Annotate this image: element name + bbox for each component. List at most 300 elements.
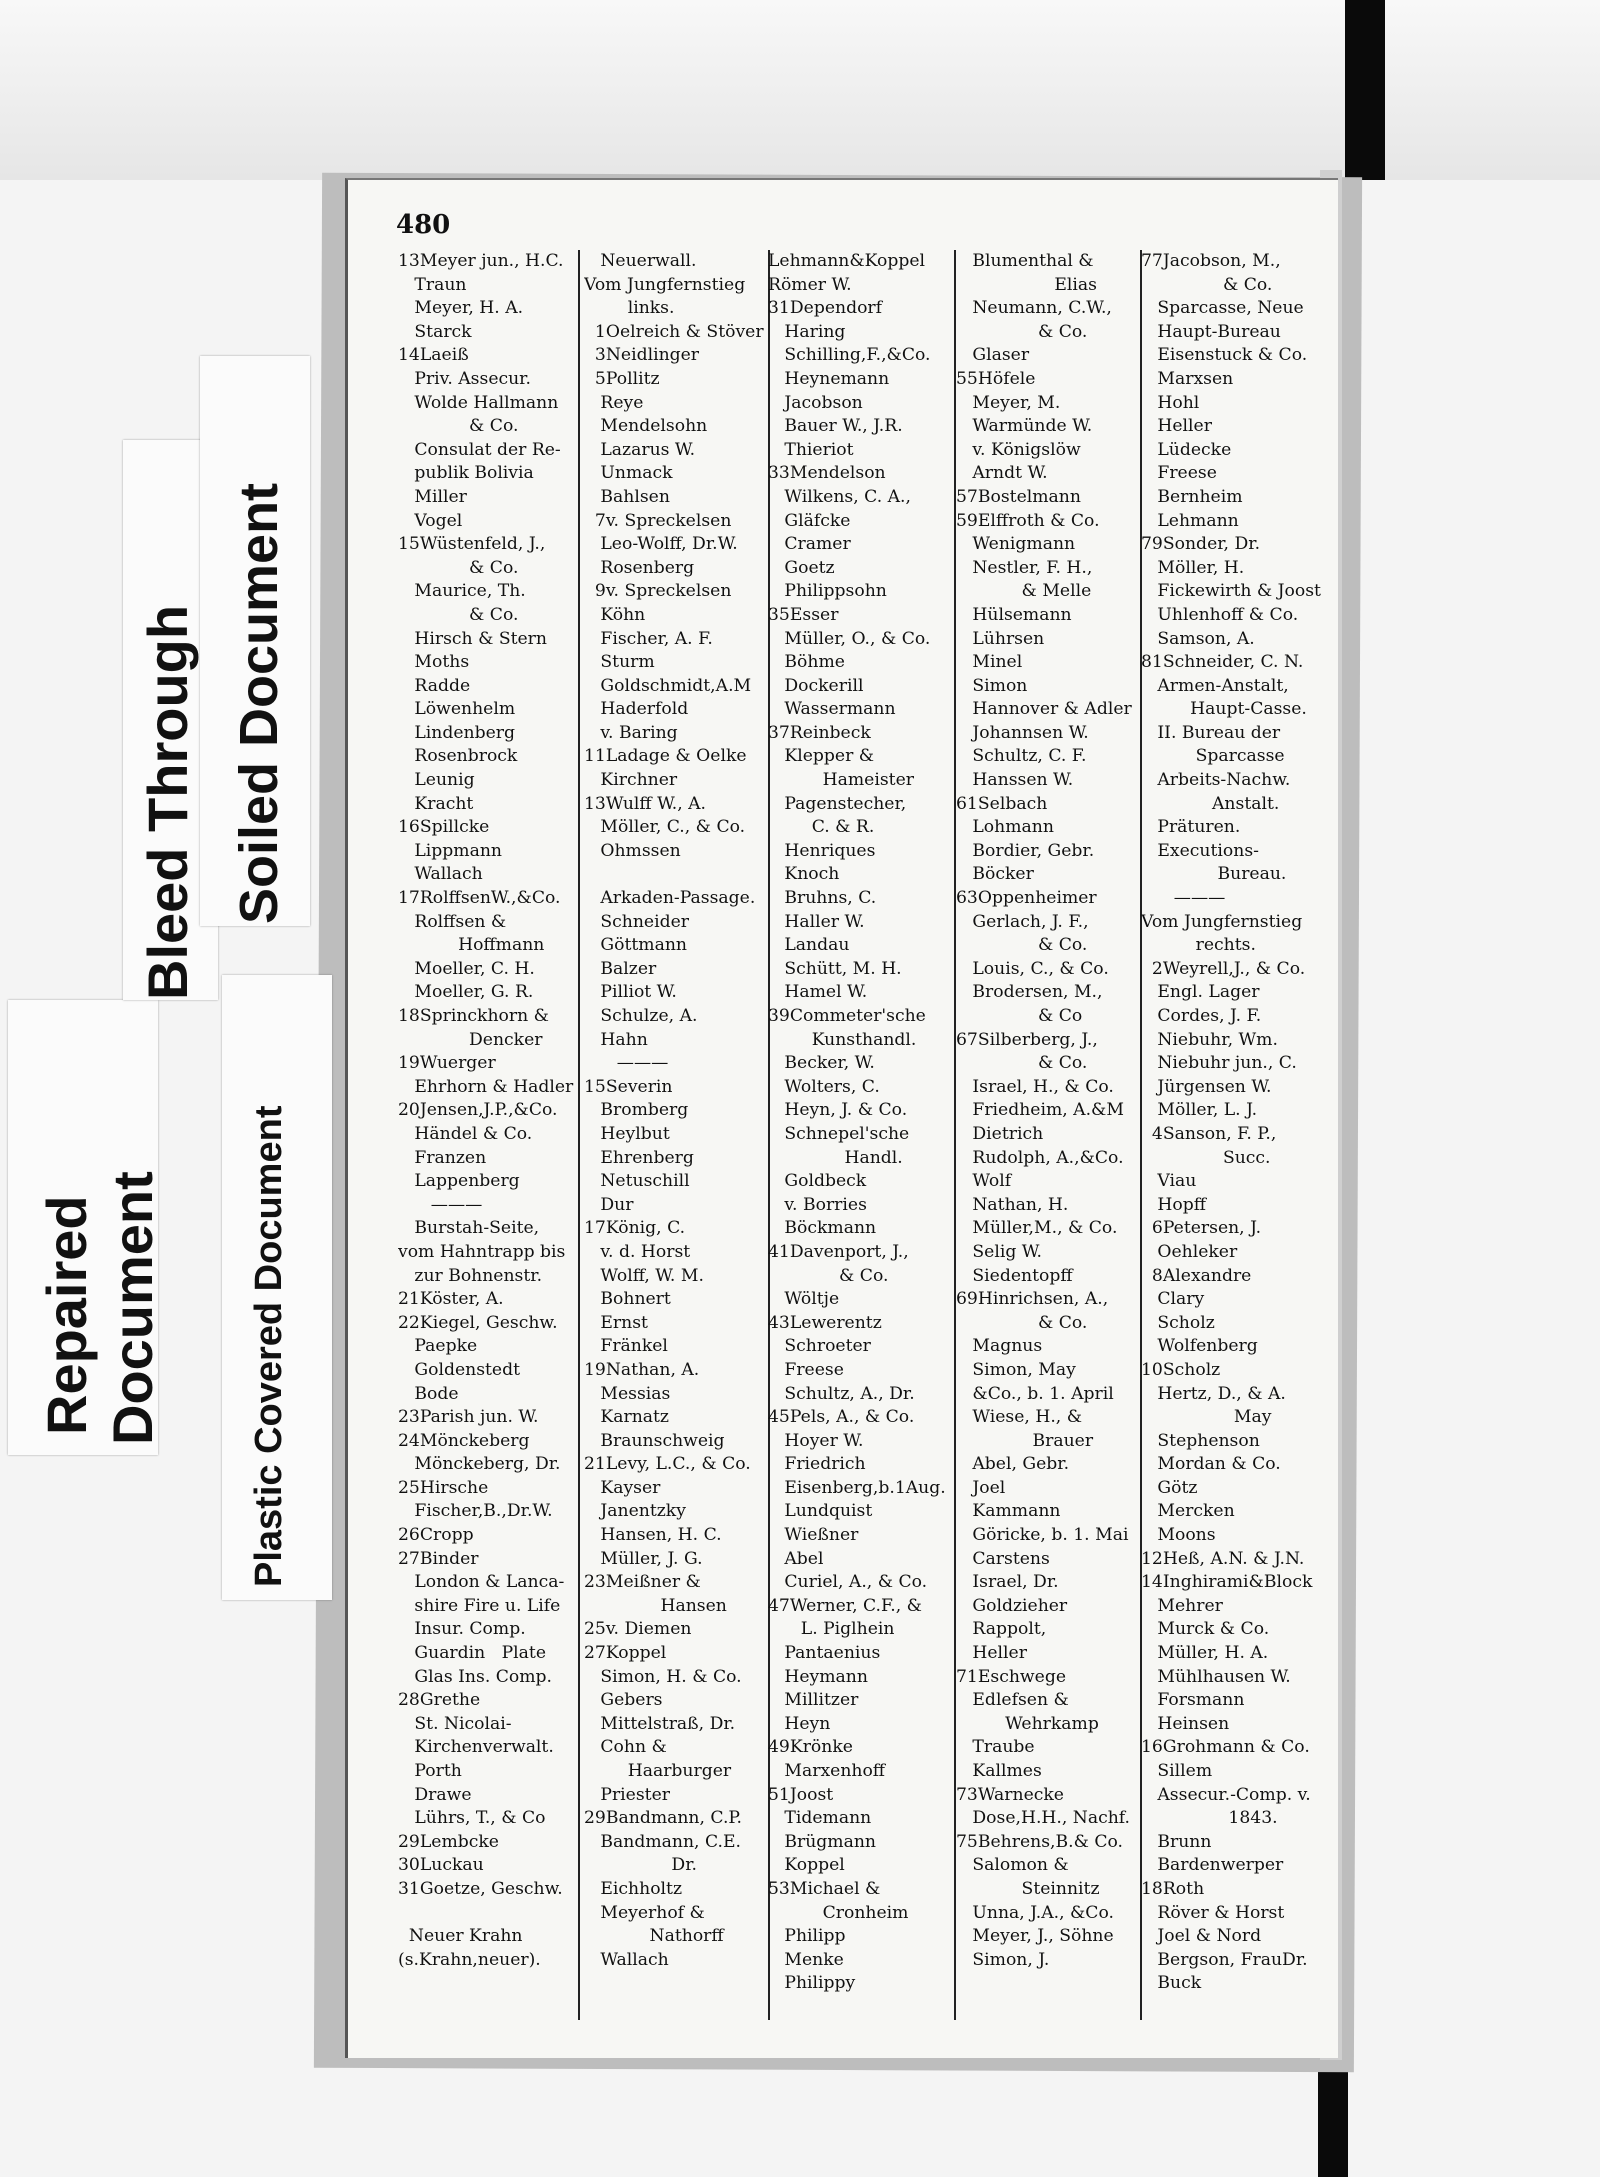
- directory-entry: Vogel: [398, 510, 463, 531]
- directory-entry: Executions-: [1141, 840, 1259, 861]
- directory-entry: Goldenstedt: [398, 1359, 521, 1380]
- directory-entry: Schulze, A.: [584, 1006, 698, 1026]
- directory-entry: Neumann, C.W.,: [956, 298, 1112, 319]
- directory-entry: Schultz, A., Dr.: [768, 1383, 915, 1404]
- label-bleed-through-text: Bleed Through: [136, 604, 199, 1000]
- directory-entry: Göttmann: [584, 935, 687, 956]
- directory-entry: Lehmann&Koppel: [768, 251, 926, 271]
- directory-entry: Ernst: [584, 1312, 648, 1333]
- directory-entry: 19Nathan, A.: [584, 1359, 700, 1380]
- directory-entry: Möller, H.: [1141, 557, 1245, 578]
- directory-entry: 69Hinrichsen, A.,: [956, 1289, 1109, 1310]
- directory-entry: 16Grohmann & Co.: [1141, 1737, 1310, 1758]
- directory-entry: Siedentopff: [956, 1265, 1073, 1286]
- directory-entry: Mordan & Co.: [1141, 1454, 1281, 1475]
- directory-entry: 41Davenport, J.,: [768, 1241, 909, 1262]
- directory-entry: Arndt W.: [956, 463, 1048, 484]
- directory-entry: Cohn &: [584, 1737, 667, 1758]
- directory-entry: Lindenberg: [398, 722, 516, 743]
- directory-entry: Rudolph, A.,&Co.: [956, 1147, 1124, 1168]
- column-2: [584, 250, 766, 1972]
- directory-entry: St. Nicolai-: [398, 1713, 512, 1734]
- directory-entry: Hohl: [1141, 392, 1200, 413]
- directory-entry: Schneider: [584, 911, 689, 932]
- directory-entry: Burstah-Seite,: [398, 1218, 540, 1239]
- directory-entry: zur Bohnenstr.: [398, 1265, 543, 1286]
- directory-entry: Lüdecke: [1141, 439, 1232, 460]
- directory-entry: Reye: [584, 392, 644, 413]
- directory-entry: Löwenhelm: [398, 699, 516, 720]
- directory-entry: Möller, C., & Co.: [584, 817, 746, 838]
- directory-entry: Lohmann: [956, 817, 1054, 838]
- directory-entry: Miller: [398, 486, 467, 507]
- directory-entry: Moths: [398, 652, 470, 673]
- directory-entry: Dencker: [398, 1029, 543, 1050]
- directory-entry: Curiel, A., & Co.: [768, 1572, 928, 1593]
- column-4: [956, 250, 1140, 1972]
- directory-entry: 73Warnecke: [956, 1784, 1064, 1805]
- directory-entry: Neuerwall.: [584, 251, 697, 271]
- directory-entry: 14Laeiß: [398, 345, 469, 366]
- directory-entry: Scholz: [1141, 1312, 1215, 1333]
- directory-entry: (s.Krahn,neuer).: [398, 1949, 541, 1970]
- directory-entry: 57Bostelmann: [956, 486, 1081, 507]
- directory-entry: Möller, L. J.: [1141, 1100, 1258, 1121]
- directory-entry: 51Joost: [768, 1784, 834, 1805]
- directory-entry: Brodersen, M.,: [956, 982, 1103, 1003]
- directory-entry: Bernheim: [1141, 486, 1243, 507]
- directory-entry: Wenigmann: [956, 534, 1076, 555]
- directory-entry: Salomon &: [956, 1855, 1069, 1876]
- directory-entry: Messias: [584, 1383, 671, 1404]
- directory-entry: Wilkens, C. A.,: [768, 486, 911, 507]
- directory-entry: Wöltje: [768, 1289, 840, 1310]
- directory-entry: Hülsemann: [956, 604, 1072, 625]
- directory-entry: Niebuhr jun., C.: [1141, 1053, 1297, 1074]
- directory-entry: Ehrenberg: [584, 1147, 694, 1168]
- directory-entry: Müller, O., & Co.: [768, 628, 931, 649]
- directory-entry: Brunn: [1141, 1831, 1212, 1852]
- directory-entry: 15Wüstenfeld, J.,: [398, 534, 546, 555]
- directory-entry: 53Michael &: [768, 1878, 881, 1899]
- directory-entry: Unna, J.A., &Co.: [956, 1902, 1114, 1923]
- directory-entry: Goldzieher: [956, 1595, 1068, 1616]
- directory-entry: Landau: [768, 935, 850, 956]
- directory-entry: Priester: [584, 1784, 670, 1805]
- directory-entry: Kallmes: [956, 1761, 1042, 1781]
- directory-entry: Brügmann: [768, 1831, 876, 1852]
- directory-entry: Abel, Gebr.: [956, 1454, 1070, 1475]
- directory-entry: 26Cropp: [398, 1525, 474, 1546]
- directory-entry: Böckmann: [768, 1218, 877, 1239]
- directory-entry: Goldschmidt,A.M: [584, 675, 752, 696]
- directory-entry: Wehrkamp: [956, 1713, 1099, 1734]
- directory-entry: Eisenberg,b.1Aug.: [768, 1477, 946, 1498]
- directory-entry: Bruhns, C.: [768, 888, 877, 909]
- directory-entry: Assecur.-Comp. v.: [1141, 1784, 1311, 1805]
- directory-entry: Sillem: [1141, 1761, 1213, 1781]
- directory-entry: Schultz, C. F.: [956, 746, 1087, 767]
- directory-entry: Haring: [768, 321, 846, 342]
- directory-entry: Ohmssen: [584, 840, 681, 861]
- directory-entry: 17König, C.: [584, 1218, 686, 1239]
- directory-entry: Bauer W., J.R.: [768, 416, 903, 437]
- directory-entry: Carstens: [956, 1548, 1050, 1569]
- directory-entry: ———: [584, 1053, 669, 1074]
- directory-entry: London & Lanca-: [398, 1572, 565, 1593]
- directory-entry: Heynemann: [768, 368, 890, 389]
- directory-entry: Hahn: [584, 1029, 648, 1050]
- directory-entry: Meyer, H. A.: [398, 298, 524, 319]
- directory-entry: Gläfcke: [768, 510, 851, 531]
- directory-entry: L. Piglhein: [768, 1619, 895, 1640]
- directory-entry: & Co.: [1141, 274, 1273, 295]
- directory-entry: 10Scholz: [1141, 1359, 1221, 1380]
- directory-entry: Vom Jungfernstieg: [1141, 911, 1303, 932]
- directory-entry: 77Jacobson, M.,: [1141, 251, 1281, 271]
- scanner-edge-top: [1345, 0, 1385, 180]
- directory-entry: 5Pollitz: [584, 368, 660, 389]
- directory-entry: Hopff: [1141, 1194, 1206, 1215]
- directory-entry: Jürgensen W.: [1141, 1076, 1272, 1097]
- directory-entry: Böhme: [768, 652, 845, 673]
- label-soiled-document: [200, 356, 310, 926]
- directory-entry: Philippsohn: [768, 581, 887, 602]
- directory-entry: Gerlach, J. F.,: [956, 911, 1089, 932]
- directory-entry: Israel, H., & Co.: [956, 1076, 1114, 1097]
- directory-entry: Cronheim: [768, 1902, 909, 1923]
- directory-entry: Porth: [398, 1761, 462, 1781]
- directory-entry: 25v. Diemen: [584, 1619, 692, 1640]
- directory-entry: Meyer, M.: [956, 392, 1061, 413]
- directory-entry: Nathorff: [584, 1926, 724, 1947]
- directory-entry: 75Behrens,B.& Co.: [956, 1831, 1123, 1852]
- directory-entry: Simon: [956, 675, 1028, 696]
- directory-entry: Rappolt,: [956, 1619, 1047, 1640]
- directory-entry: 31Dependorf: [768, 298, 882, 319]
- directory-entry: Heller: [956, 1643, 1027, 1664]
- directory-entry: Murck & Co.: [1141, 1619, 1270, 1640]
- directory-entry: vom Hahntrapp bis: [398, 1241, 566, 1262]
- directory-entry: Freese: [1141, 463, 1217, 484]
- directory-entry: Sparcasse: [1141, 746, 1285, 767]
- directory-entry: Mehrer: [1141, 1595, 1223, 1616]
- directory-entry: Heller: [1141, 416, 1212, 437]
- directory-entry: 18Roth: [1141, 1878, 1205, 1899]
- directory-entry: Traube: [956, 1737, 1035, 1758]
- directory-entry: Fischer, A. F.: [584, 628, 713, 649]
- directory-entry: Priv. Assecur.: [398, 368, 531, 389]
- directory-entry: Forsmann: [1141, 1690, 1245, 1711]
- directory-entry: & Co.: [398, 557, 519, 578]
- directory-entry: Bahlsen: [584, 486, 670, 507]
- directory-entry: 13Meyer jun., H.C.: [398, 251, 564, 271]
- directory-entry: Sparcasse, Neue: [1141, 298, 1304, 319]
- directory-entry: Meyerhof &: [584, 1902, 705, 1923]
- directory-entry: Kayser: [584, 1477, 661, 1498]
- directory-entry: ———: [398, 1194, 483, 1215]
- directory-entry: Haderfold: [584, 699, 689, 720]
- directory-entry: May: [1141, 1407, 1272, 1428]
- directory-entry: Präturen.: [1141, 817, 1241, 838]
- directory-entry: 8Alexandre: [1141, 1265, 1252, 1286]
- directory-entry: 79Sonder, Dr.: [1141, 534, 1261, 555]
- directory-entry: Leo-Wolff, Dr.W.: [584, 534, 738, 555]
- directory-entry: 27Koppel: [584, 1643, 667, 1664]
- directory-entry: 14Inghirami&Block: [1141, 1572, 1313, 1593]
- directory-entry: Haupt-Casse.: [1141, 699, 1307, 720]
- directory-entry: 27Binder: [398, 1548, 479, 1569]
- directory-entry: Bardenwerper: [1141, 1855, 1284, 1876]
- directory-entry: 22Kiegel, Geschw.: [398, 1312, 558, 1333]
- directory-entry: Göricke, b. 1. Mai: [956, 1525, 1129, 1546]
- directory-entry: Wolfenberg: [1141, 1336, 1258, 1357]
- directory-entry: Pantaenius: [768, 1643, 881, 1664]
- directory-entry: 21Köster, A.: [398, 1289, 504, 1310]
- directory-entry: Brauer: [956, 1430, 1094, 1451]
- directory-entry: Moons: [1141, 1525, 1216, 1546]
- directory-entry: &Co., b. 1. April: [956, 1383, 1114, 1404]
- directory-entry: Römer W.: [768, 274, 852, 295]
- directory-entry: 25Hirsche: [398, 1477, 489, 1498]
- directory-entry: Insur. Comp.: [398, 1619, 526, 1640]
- directory-entry: 43Lewerentz: [768, 1312, 882, 1333]
- directory-entry: Meyer, J., Söhne: [956, 1926, 1114, 1947]
- directory-entry: Bandmann, C.E.: [584, 1831, 741, 1852]
- directory-entry: Rolffsen &: [398, 911, 507, 932]
- directory-entry: Bordier, Gebr.: [956, 840, 1095, 861]
- directory-entry: Lazarus W.: [584, 439, 696, 460]
- directory-entry: publik Bolivia: [398, 463, 534, 484]
- directory-entry: Sturm: [584, 652, 655, 673]
- directory-entry: 30Luckau: [398, 1855, 484, 1876]
- directory-entry: Lippmann: [398, 840, 502, 861]
- directory-entry: Mercken: [1141, 1501, 1235, 1522]
- directory-entry: 24Mönckeberg: [398, 1430, 530, 1451]
- directory-entry: Hansen: [584, 1595, 727, 1616]
- directory-entry: Goetz: [768, 557, 835, 578]
- scanner-edge-bottom: [1318, 2065, 1348, 2177]
- directory-entry: Buck: [1141, 1973, 1202, 1994]
- directory-entry: Heymann: [768, 1666, 868, 1687]
- directory-entry: Heylbut: [584, 1123, 670, 1144]
- directory-entry: Wolde Hallmann: [398, 392, 559, 413]
- directory-entry: 33Mendelson: [768, 463, 886, 484]
- directory-entry: Armen-Anstalt,: [1141, 675, 1289, 696]
- directory-entry: Joel & Nord: [1141, 1926, 1262, 1947]
- directory-entry: Franzen: [398, 1147, 487, 1168]
- directory-entry: Hoffmann: [398, 935, 545, 956]
- directory-entry: [398, 1902, 576, 1926]
- directory-entry: Anstalt.: [1141, 793, 1280, 814]
- directory-entry: Marxenhoff: [768, 1761, 886, 1781]
- directory-entry: Eisenstuck & Co.: [1141, 345, 1308, 366]
- directory-entry: Fischer,B.,Dr.W.: [398, 1501, 553, 1522]
- directory-entry: Joel: [956, 1477, 1006, 1498]
- directory-entry: Netuschill: [584, 1171, 690, 1192]
- directory-entry: 61Selbach: [956, 793, 1048, 814]
- directory-entry: Millitzer: [768, 1690, 859, 1711]
- directory-entry: Kirchner: [584, 770, 678, 791]
- directory-entry: Clary: [1141, 1289, 1205, 1310]
- directory-entry: Stephenson: [1141, 1430, 1260, 1451]
- directory-entry: 28Grethe: [398, 1690, 481, 1711]
- directory-entry: 20Jensen,J.P.,&Co.: [398, 1100, 558, 1121]
- directory-entry: Müller, H. A.: [1141, 1643, 1269, 1664]
- directory-entry: Karnatz: [584, 1407, 669, 1428]
- directory-entry: Vom Jungfernstieg: [584, 274, 746, 295]
- label-repaired-line-1: Repaired: [35, 1195, 98, 1435]
- directory-entry: Nathan, H.: [956, 1194, 1069, 1215]
- directory-entry: Böcker: [956, 864, 1034, 885]
- directory-entry: 15Severin: [584, 1076, 673, 1097]
- directory-entry: Haarburger: [584, 1761, 732, 1781]
- directory-entry: Cordes, J. F.: [1141, 1006, 1262, 1026]
- directory-entry: Gebers: [584, 1690, 663, 1711]
- directory-entry: Cramer: [768, 534, 851, 555]
- directory-entry: v. d. Horst: [584, 1241, 691, 1262]
- directory-entry: Lehmann: [1141, 510, 1239, 531]
- directory-entry: & Co.: [398, 604, 519, 625]
- directory-entry: Thieriot: [768, 439, 854, 460]
- directory-entry: Moeller, C. H.: [398, 958, 535, 979]
- directory-entry: Friedheim, A.&M: [956, 1100, 1124, 1121]
- directory-entry: Bromberg: [584, 1100, 689, 1121]
- directory-entry: 16Spillcke: [398, 817, 490, 838]
- directory-entry: Klepper &: [768, 746, 875, 767]
- directory-entry: Bureau.: [1141, 864, 1287, 885]
- directory-entry: Müller, J. G.: [584, 1548, 703, 1569]
- directory-entry: Ehrhorn & Hadler: [398, 1076, 574, 1097]
- directory-entry: 81Schneider, C. N.: [1141, 652, 1304, 673]
- directory-entry: Hansen, H. C.: [584, 1525, 722, 1546]
- directory-entry: Dietrich: [956, 1123, 1044, 1144]
- column-1: [398, 250, 576, 1972]
- directory-entry: 35Esser: [768, 604, 839, 625]
- directory-entry: II. Bureau der: [1141, 722, 1281, 743]
- directory-entry: Rosenbrock: [398, 746, 518, 767]
- directory-entry: Janentzky: [584, 1501, 686, 1522]
- directory-entry: Hannover & Adler: [956, 699, 1132, 720]
- directory-entry: 12Heß, A.N. & J.N.: [1141, 1548, 1305, 1569]
- directory-entry: Knoch: [768, 864, 840, 885]
- directory-entry: 1843.: [1141, 1808, 1278, 1829]
- directory-entry: v. Borries: [768, 1194, 867, 1215]
- directory-entry: Guardin Plate: [398, 1643, 546, 1664]
- directory-entry: 37Reinbeck: [768, 722, 871, 743]
- directory-entry: Kracht: [398, 793, 474, 814]
- directory-entry: & Co.: [956, 321, 1088, 342]
- directory-entry: 31Goetze, Geschw.: [398, 1878, 563, 1899]
- directory-entry: 49Krönke: [768, 1737, 853, 1758]
- directory-entry: Paepke: [398, 1336, 478, 1357]
- directory-entry: 23Meißner &: [584, 1572, 701, 1593]
- directory-entry: Dr.: [584, 1855, 697, 1876]
- directory-entry: 23Parish jun. W.: [398, 1407, 539, 1428]
- directory-entry: Handl.: [768, 1147, 903, 1168]
- directory-entry: Mittelstraß, Dr.: [584, 1713, 736, 1734]
- directory-entry: Dur: [584, 1194, 634, 1215]
- directory-entry: Niebuhr, Wm.: [1141, 1029, 1278, 1050]
- directory-entry: Wolff, W. M.: [584, 1265, 704, 1286]
- directory-entry: 9v. Spreckelsen: [584, 581, 732, 602]
- directory-entry: Glas Ins. Comp.: [398, 1666, 553, 1687]
- directory-entry: Friedrich: [768, 1454, 866, 1475]
- directory-entry: Haller W.: [768, 911, 865, 932]
- directory-entry: 39Commeter'sche: [768, 1006, 926, 1026]
- directory-entry: Magnus: [956, 1336, 1043, 1357]
- label-plastic-covered-document: [222, 975, 332, 1600]
- directory-entry: Hameister: [768, 770, 914, 791]
- directory-entry: Schnepel'sche: [768, 1123, 910, 1144]
- directory-entry: Louis, C., & Co.: [956, 958, 1109, 979]
- directory-entry: Johannsen W.: [956, 722, 1089, 743]
- directory-entry: 29Bandmann, C.P.: [584, 1808, 742, 1829]
- directory-entry: Succ.: [1141, 1147, 1271, 1168]
- directory-entry: Hirsch & Stern: [398, 628, 547, 649]
- directory-entry: Hanssen W.: [956, 770, 1074, 791]
- directory-entry: & Co: [956, 1006, 1083, 1026]
- directory-entry: Goldbeck: [768, 1171, 867, 1192]
- directory-entry: Consulat der Re-: [398, 439, 561, 460]
- directory-entry: Götz: [1141, 1477, 1198, 1498]
- directory-entry: Händel & Co.: [398, 1123, 533, 1144]
- directory-entry: 67Silberberg, J.,: [956, 1029, 1098, 1050]
- directory-entry: Lührs, T., & Co: [398, 1808, 546, 1829]
- directory-entry: Moeller, G. R.: [398, 982, 534, 1003]
- directory-entry: Lührsen: [956, 628, 1045, 649]
- directory-entry: Heinsen: [1141, 1713, 1230, 1734]
- directory-entry: 47Werner, C.F., &: [768, 1595, 922, 1616]
- directory-entry: 45Pels, A., & Co.: [768, 1407, 915, 1428]
- directory-entry: Radde: [398, 675, 471, 696]
- directory-entry: 59Elffroth & Co.: [956, 510, 1100, 531]
- directory-entry: Steinnitz: [956, 1878, 1100, 1899]
- directory-entry: Fränkel: [584, 1336, 668, 1357]
- directory-entry: Viau: [1141, 1171, 1197, 1192]
- label-plastic-text: Plastic Covered Document: [248, 1105, 290, 1587]
- directory-entry: Traun: [398, 274, 467, 295]
- directory-entry: Hertz, D., & A.: [1141, 1383, 1286, 1404]
- directory-entry: Henriques: [768, 840, 876, 861]
- column-3: [768, 250, 954, 1996]
- directory-entry: Simon, J.: [956, 1949, 1050, 1970]
- directory-entry: Engl. Lager: [1141, 982, 1260, 1003]
- directory-entry: & Co.: [956, 1053, 1088, 1074]
- directory-entry: Unmack: [584, 463, 673, 484]
- directory-entry: 13Wulff W., A.: [584, 793, 707, 814]
- directory-entry: v. Baring: [584, 722, 678, 743]
- directory-page: [345, 178, 1338, 2058]
- directory-entry: 55Höfele: [956, 368, 1036, 389]
- directory-entry: Schütt, M. H.: [768, 958, 902, 979]
- directory-entry: Kunsthandl.: [768, 1029, 917, 1050]
- directory-entry: Lappenberg: [398, 1171, 520, 1192]
- directory-entry: Freese: [768, 1359, 844, 1380]
- directory-entry: Fickewirth & Joost: [1141, 581, 1321, 602]
- directory-entry: Mendelsohn: [584, 416, 708, 437]
- directory-entry: Leunig: [398, 770, 475, 791]
- directory-entry: Oehleker: [1141, 1241, 1238, 1262]
- directory-entry: Bode: [398, 1383, 459, 1404]
- directory-entry: 63Oppenheimer: [956, 888, 1097, 909]
- directory-entry: 71Eschwege: [956, 1666, 1066, 1687]
- directory-entry: Heyn: [768, 1713, 831, 1734]
- directory-entry: Wassermann: [768, 699, 896, 720]
- directory-entry: Haupt-Bureau: [1141, 321, 1281, 342]
- column-rule: [578, 250, 580, 2020]
- directory-entry: & Co.: [768, 1265, 889, 1286]
